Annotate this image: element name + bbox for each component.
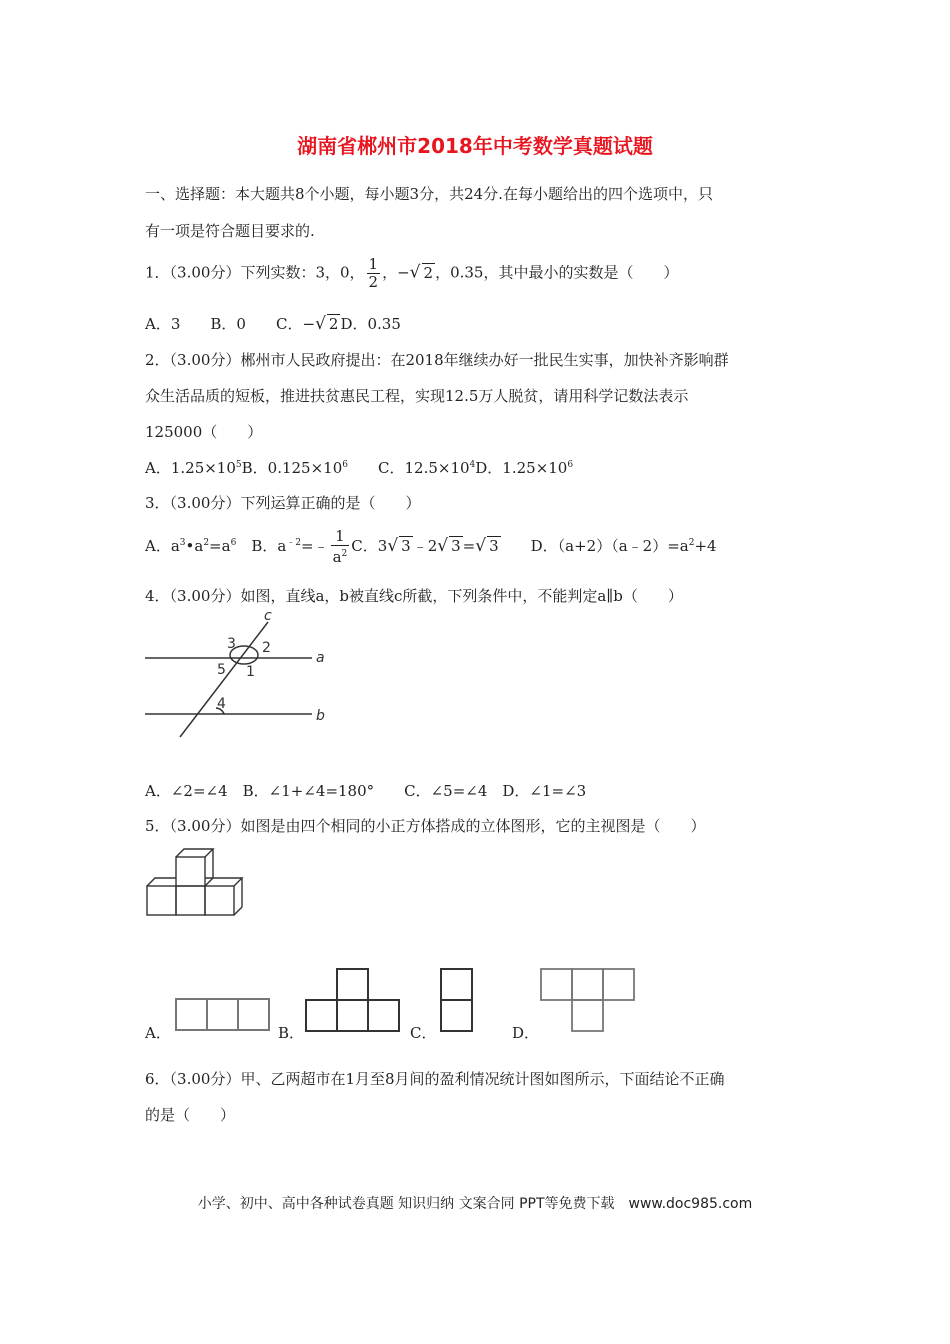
q3-option-a-exp2: 2 xyxy=(203,538,210,548)
q3-option-d: D．（a+2）（a﹣2）=a xyxy=(530,537,689,555)
q3-option-c-radicand1: 3 xyxy=(401,537,411,555)
fig-label-b: b xyxy=(316,708,325,724)
question-1-options xyxy=(145,313,401,334)
q2-option-a: A．1.25×10 xyxy=(145,459,236,477)
q5-option-a-figure xyxy=(175,998,275,1032)
q3-option-a-eq: =a xyxy=(209,537,231,555)
q5-option-b-figure xyxy=(305,968,401,1032)
q1-text-pre: 1．（3.00分）下列实数：3，0， xyxy=(145,263,365,282)
q1-option-c-radical: √ xyxy=(315,314,326,334)
q1-radicand: 2 xyxy=(423,263,434,282)
fig-label-4: 4 xyxy=(217,696,226,712)
question-2-options xyxy=(145,457,573,478)
q5-option-c-figure xyxy=(440,968,474,1032)
q5-option-d-label: D． xyxy=(512,1024,540,1042)
q2-option-c: C．12.5×10 xyxy=(378,459,470,477)
q3-option-c-radical2: √ xyxy=(437,536,449,556)
q1-text-post: ，0.35，其中最小的实数是（ ） xyxy=(435,263,679,282)
q3-option-b-den-wrap xyxy=(331,546,350,566)
q3-option-b-den-exp: 2 xyxy=(341,549,348,559)
q3-option-a-pre: A．a xyxy=(145,537,180,555)
question-4-stem: 4．（3.00分）如图，直线a，b被直线c所截，下列条件中，不能判定a∥b（ ） xyxy=(145,587,683,605)
q3-option-c-minus: ﹣2 xyxy=(412,537,438,555)
fig-label-5: 5 xyxy=(217,662,226,678)
q3-option-c-radicand3: 3 xyxy=(489,537,499,555)
section-instruction-line1: 一、选择题：本大题共8个小题，每小题3分，共24分.在每小题给出的四个选项中，只 xyxy=(145,185,713,203)
q3-option-b-pre: B．a xyxy=(251,537,287,555)
q1-fraction xyxy=(367,256,381,291)
q1-option-b: B．0 xyxy=(210,315,246,333)
q4-parallel-lines-figure xyxy=(140,610,340,745)
q3-option-b-den: a xyxy=(332,548,342,566)
q5-option-c-label: C． xyxy=(410,1024,437,1042)
fig-label-c: c xyxy=(264,608,272,624)
section-instruction-line2: 有一项是符合题目要求的. xyxy=(145,222,315,240)
fig-label-a: a xyxy=(316,650,325,666)
q1-option-c-neg: − xyxy=(302,315,316,333)
question-1-stem xyxy=(145,256,678,291)
question-3-options xyxy=(145,528,717,566)
fig-label-3: 3 xyxy=(227,636,236,652)
q3-option-b-num: 1 xyxy=(331,528,350,546)
q3-option-c-eq: = xyxy=(462,537,476,555)
q3-option-d-post: +4 xyxy=(694,537,717,555)
q1-option-a: A．3 xyxy=(145,315,181,333)
q1-option-c-label: C． xyxy=(276,315,303,333)
question-5-stem: 5．（3.00分）如图是由四个相同的小正方体搭成的立体图形，它的主视图是（ ） xyxy=(145,817,706,835)
q3-option-b-eq: =﹣ xyxy=(301,537,329,555)
question-6-line1: 6．（3.00分）甲、乙两超市在1月至8月间的盈利情况统计图如图所示，下面结论不正确 xyxy=(145,1070,725,1088)
question-4-options: A．∠2=∠4 B．∠1+∠4=180° C．∠5=∠4 D．∠1=∠3 xyxy=(145,782,587,800)
q5-cube-figure xyxy=(146,848,246,918)
q3-option-a-mid: •a xyxy=(185,537,204,555)
question-6-line2: 的是（ ） xyxy=(145,1106,236,1124)
q3-option-c-radicand2: 3 xyxy=(451,537,461,555)
fig-label-2: 2 xyxy=(262,640,271,656)
q1-neg: − xyxy=(397,263,410,282)
q2-option-d: D．1.25×10 xyxy=(475,459,568,477)
q2-option-b: B．0.125×10 xyxy=(241,459,343,477)
q3-option-c-radical3: √ xyxy=(475,536,487,556)
q2-option-d-exp: 6 xyxy=(567,460,574,470)
q3-option-c-radical1: √ xyxy=(387,536,399,556)
q1-frac-den: 2 xyxy=(368,273,379,291)
q1-option-d: D．0.35 xyxy=(340,315,401,333)
q5-option-d-figure xyxy=(540,968,636,1032)
question-2-line1: 2．（3.00分）郴州市人民政府提出：在2018年继续办好一批民生实事，加快补齐影响群 xyxy=(145,351,729,369)
q1-frac-num: 1 xyxy=(368,255,379,273)
q1-radical: √ xyxy=(409,262,421,283)
q1-comma: ， xyxy=(382,263,398,282)
q2-option-a-exp: 5 xyxy=(235,460,242,470)
q3-option-c-pre: C．3 xyxy=(351,537,388,555)
question-2-line2: 众生活品质的短板，推进扶贫惠民工程，实现12.5万人脱贫，请用科学记数法表示 xyxy=(145,387,689,405)
question-3-stem: 3．（3.00分）下列运算正确的是（ ） xyxy=(145,494,421,512)
q3-option-d-exp: 2 xyxy=(688,538,695,548)
q3-option-b-exp: ﹣2 xyxy=(286,538,302,548)
q3-option-a-exp3: 6 xyxy=(230,538,237,548)
q3-option-a-exp1: 3 xyxy=(179,538,186,548)
page-footer: 小学、初中、高中各种试卷真题 知识归纳 文案合同 PPT等免费下载 www.doc985.com xyxy=(197,1196,753,1212)
question-2-line3: 125000（ ） xyxy=(145,423,263,441)
q2-option-c-exp: 4 xyxy=(469,460,476,470)
q1-option-c-radicand: 2 xyxy=(328,315,339,333)
fig-label-1: 1 xyxy=(246,664,255,680)
q5-option-a-label: A． xyxy=(145,1024,171,1042)
q3-option-b-fraction xyxy=(331,528,350,566)
q2-option-b-exp: 6 xyxy=(342,460,348,470)
q5-option-b-label: B． xyxy=(278,1024,305,1042)
page-title: 湖南省郴州市2018年中考数学真题试题 xyxy=(297,134,653,158)
